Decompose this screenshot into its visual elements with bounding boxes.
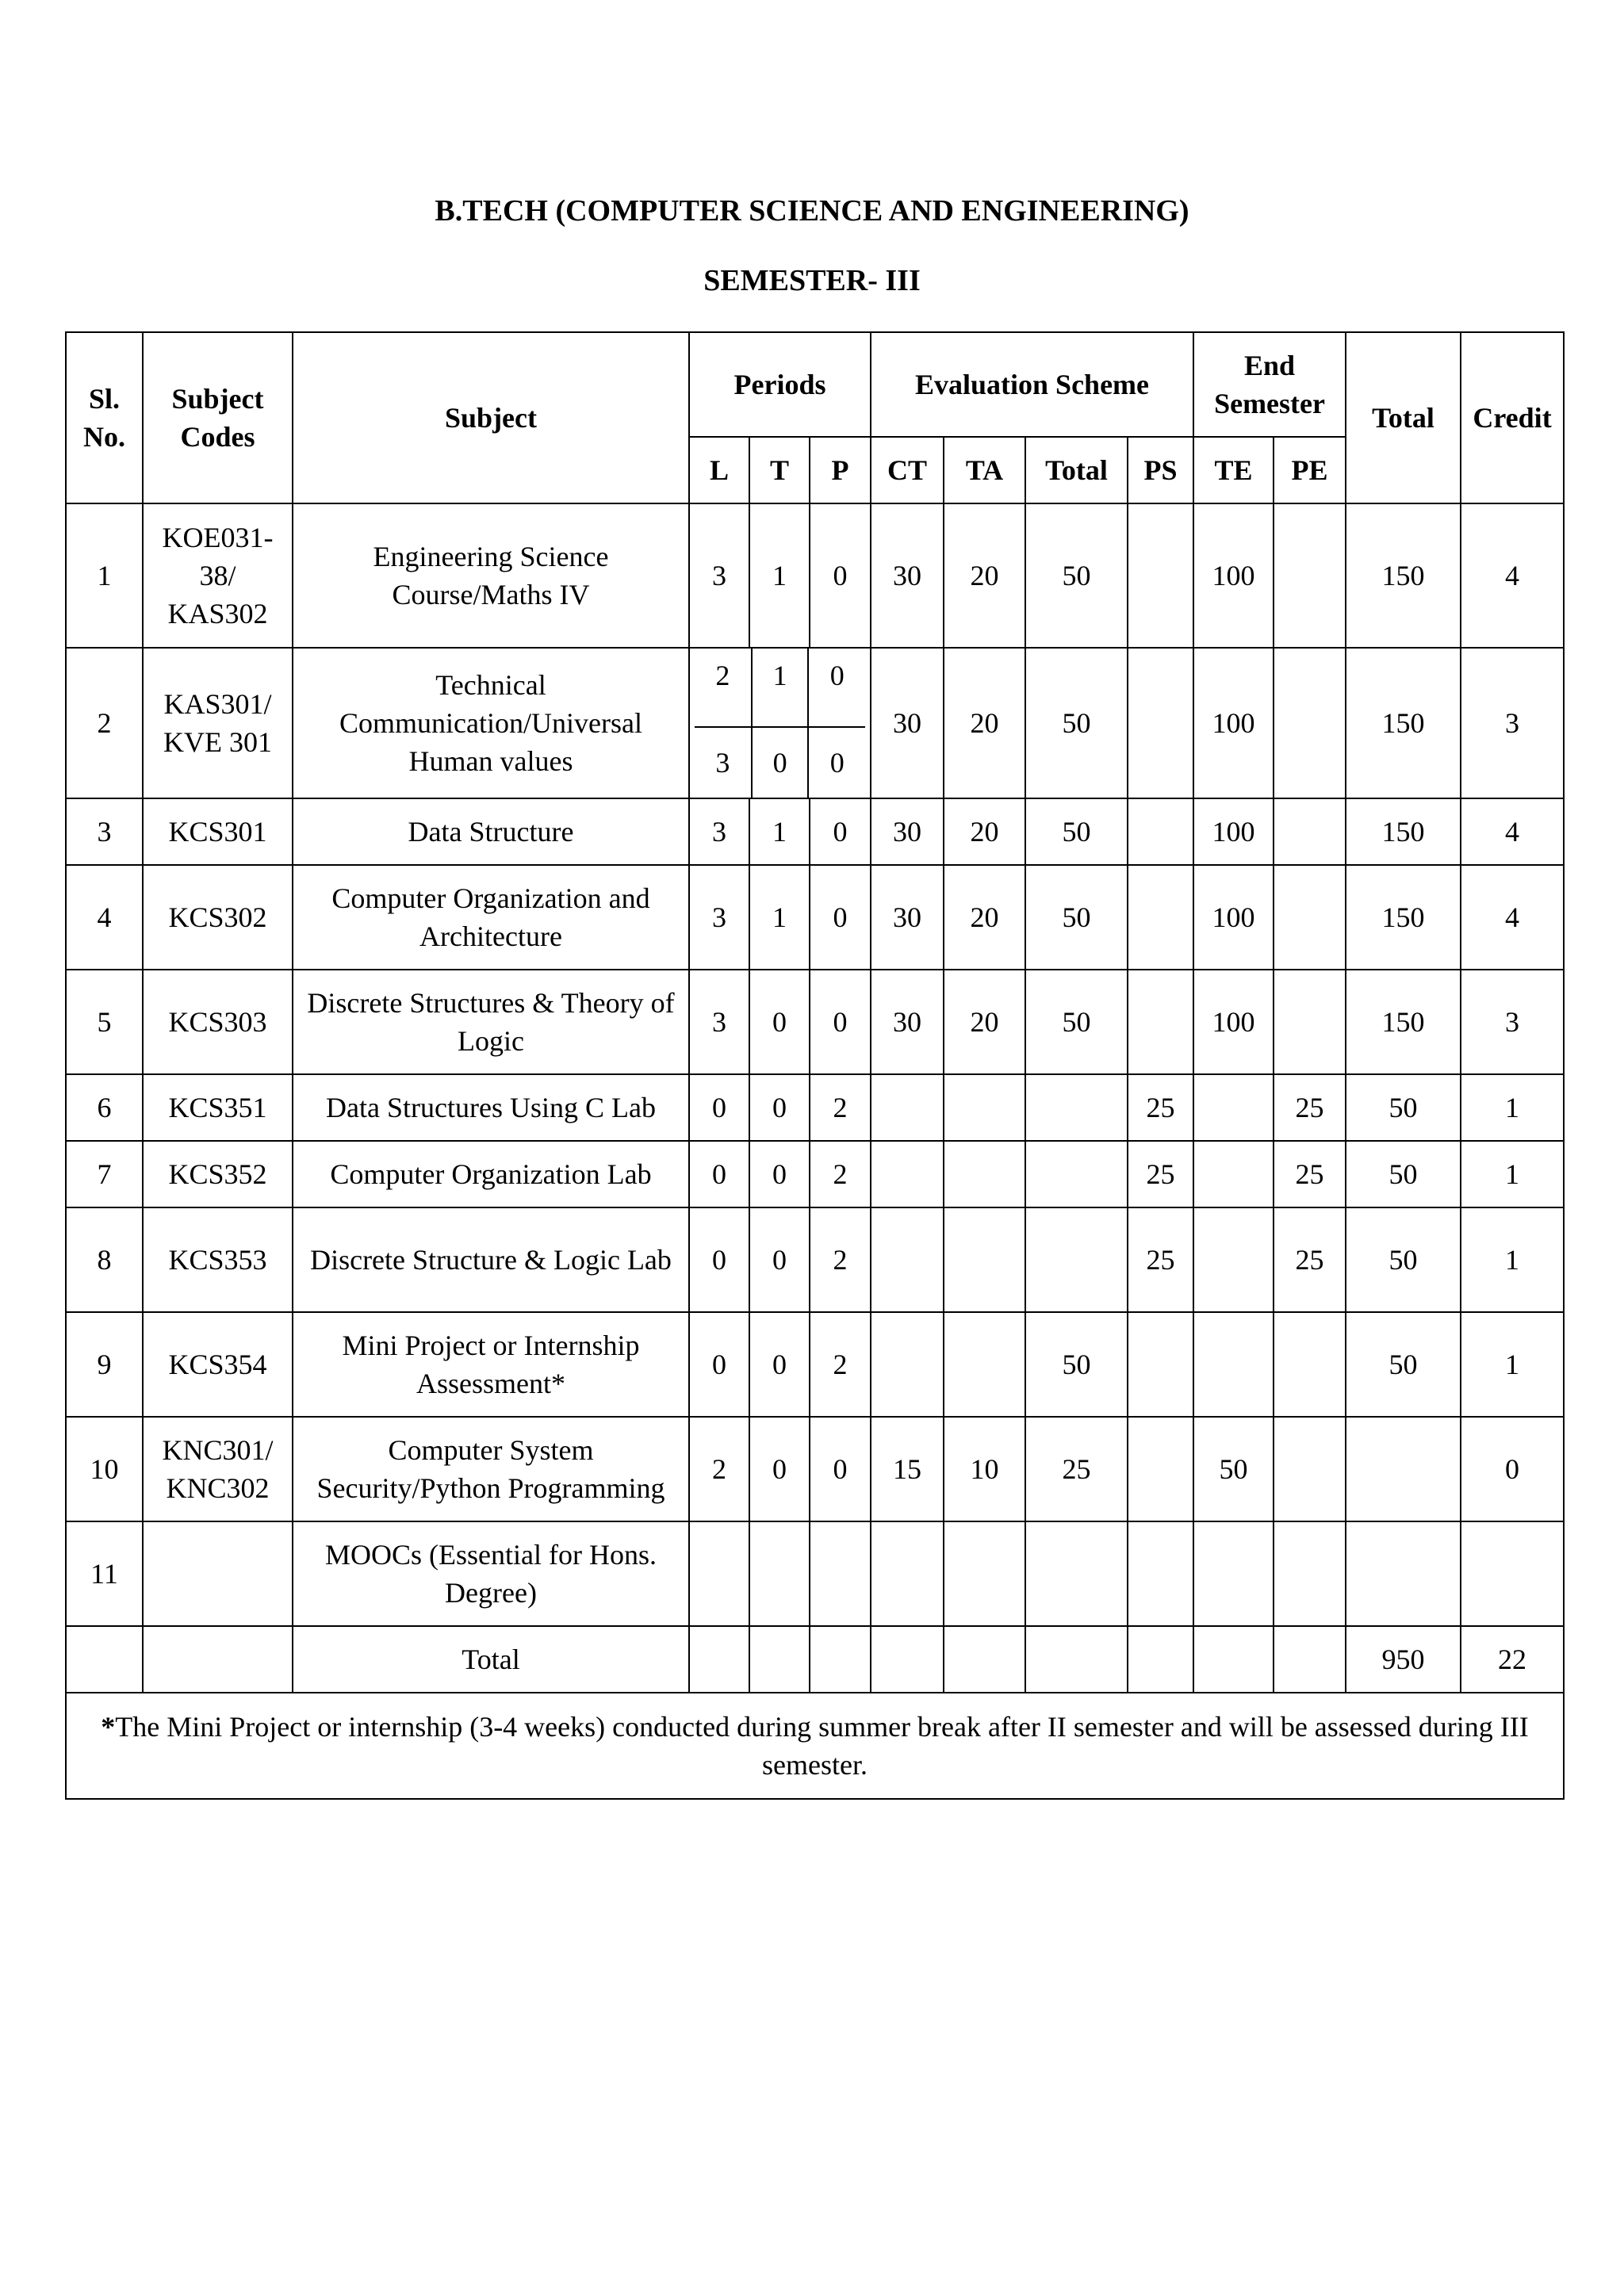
empty-cell bbox=[1128, 1626, 1193, 1693]
cell-p: 2 bbox=[810, 1207, 871, 1312]
cell-ps bbox=[1128, 970, 1193, 1074]
cell-l: 0 bbox=[689, 1074, 749, 1141]
cell-ta bbox=[944, 1312, 1025, 1417]
cell-ta: 20 bbox=[944, 970, 1025, 1074]
empty-cell bbox=[1193, 1626, 1274, 1693]
cell-sl: 7 bbox=[66, 1141, 143, 1207]
cell-sl: 6 bbox=[66, 1074, 143, 1141]
cell-total: 50 bbox=[1346, 1207, 1461, 1312]
cell-pe bbox=[1274, 970, 1346, 1074]
empty-cell bbox=[1025, 1626, 1128, 1693]
header-pe: PE bbox=[1274, 437, 1346, 503]
cell-ps bbox=[1128, 503, 1193, 648]
header-total: Total bbox=[1346, 332, 1461, 503]
cell-ct: 30 bbox=[871, 798, 944, 865]
cell-p: 0 bbox=[810, 503, 871, 648]
cell-sl: 3 bbox=[66, 798, 143, 865]
cell-subject: Discrete Structures & Theory of Logic bbox=[293, 970, 689, 1074]
cell-t: 0 bbox=[749, 1074, 810, 1141]
cell-l: 3 bbox=[689, 503, 749, 648]
cell-ct: 15 bbox=[871, 1417, 944, 1521]
cell-p: 0 bbox=[810, 798, 871, 865]
cell-te bbox=[1193, 1207, 1274, 1312]
cell-pe bbox=[1274, 503, 1346, 648]
cell-sl: 8 bbox=[66, 1207, 143, 1312]
cell-te bbox=[1193, 1074, 1274, 1141]
cell-subject: MOOCs (Essential for Hons. Degree) bbox=[293, 1521, 689, 1626]
cell-total: 50 bbox=[1346, 1074, 1461, 1141]
cell-credit: 3 bbox=[1461, 970, 1564, 1074]
cell-credit: 4 bbox=[1461, 798, 1564, 865]
cell-te bbox=[1193, 1312, 1274, 1417]
cell-eval-total bbox=[1025, 1207, 1128, 1312]
cell-subject: Discrete Structure & Logic Lab bbox=[293, 1207, 689, 1312]
cell-code: KCS352 bbox=[143, 1141, 293, 1207]
header-p: P bbox=[810, 437, 871, 503]
cell-ps bbox=[1128, 648, 1193, 798]
table-row bbox=[66, 1207, 1564, 1312]
cell-ta: 20 bbox=[944, 648, 1025, 798]
cell-ta bbox=[944, 1141, 1025, 1207]
cell-t: 0 bbox=[749, 1417, 810, 1521]
cell-ct bbox=[871, 1207, 944, 1312]
cell-eval-total: 50 bbox=[1025, 648, 1128, 798]
cell-ps: 25 bbox=[1128, 1207, 1193, 1312]
cell-code bbox=[143, 1521, 293, 1626]
grand-total-marks: 950 bbox=[1346, 1626, 1461, 1693]
cell-eval-total bbox=[1025, 1141, 1128, 1207]
evaluation-scheme-table bbox=[65, 331, 1565, 1800]
table-row bbox=[66, 865, 1564, 970]
header-credit: Credit bbox=[1461, 332, 1564, 503]
cell-t: 1 bbox=[749, 503, 810, 648]
cell-t: 0 bbox=[749, 970, 810, 1074]
cell-code: KCS303 bbox=[143, 970, 293, 1074]
cell-l: 3 bbox=[695, 727, 752, 798]
empty-cell bbox=[1274, 1626, 1346, 1693]
cell-p: 2 bbox=[810, 1312, 871, 1417]
cell-t bbox=[749, 1521, 810, 1626]
cell-te: 100 bbox=[1193, 503, 1274, 648]
cell-code: KCS353 bbox=[143, 1207, 293, 1312]
cell-pe bbox=[1274, 1417, 1346, 1521]
cell-p: 0 bbox=[810, 865, 871, 970]
cell-credit: 4 bbox=[1461, 503, 1564, 648]
cell-p: 2 bbox=[810, 1141, 871, 1207]
cell-total: 150 bbox=[1346, 503, 1461, 648]
cell-t: 0 bbox=[749, 1141, 810, 1207]
cell-sl: 1 bbox=[66, 503, 143, 648]
cell-code: KCS351 bbox=[143, 1074, 293, 1141]
table-row bbox=[66, 798, 1564, 865]
cell-t: 1 bbox=[749, 865, 810, 970]
table-row bbox=[66, 970, 1564, 1074]
cell-credit: 1 bbox=[1461, 1074, 1564, 1141]
cell-l: 0 bbox=[689, 1312, 749, 1417]
cell-p bbox=[810, 1521, 871, 1626]
cell-p: 0 bbox=[808, 727, 865, 798]
header-ps: PS bbox=[1128, 437, 1193, 503]
cell-eval-total bbox=[1025, 1074, 1128, 1141]
cell-ps bbox=[1128, 1312, 1193, 1417]
semester-title: SEMESTER- III bbox=[703, 264, 921, 297]
empty-cell bbox=[810, 1626, 871, 1693]
empty-cell bbox=[871, 1626, 944, 1693]
cell-eval-total: 50 bbox=[1025, 970, 1128, 1074]
cell-p: 0 bbox=[810, 970, 871, 1074]
cell-te: 100 bbox=[1193, 648, 1274, 798]
cell-ps bbox=[1128, 798, 1193, 865]
cell-ps bbox=[1128, 1417, 1193, 1521]
header-end-semester: End Semester bbox=[1193, 332, 1346, 437]
cell-pe: 25 bbox=[1274, 1207, 1346, 1312]
cell-l: 2 bbox=[689, 1417, 749, 1521]
cell-sl: 11 bbox=[66, 1521, 143, 1626]
header-sl-no: Sl. No. bbox=[66, 332, 143, 503]
cell-total: 150 bbox=[1346, 798, 1461, 865]
cell-pe bbox=[1274, 798, 1346, 865]
cell-te: 100 bbox=[1193, 970, 1274, 1074]
table-row bbox=[66, 503, 1564, 648]
cell-ct bbox=[871, 1312, 944, 1417]
table-row bbox=[66, 1312, 1564, 1417]
cell-sl: 5 bbox=[66, 970, 143, 1074]
cell-total: 50 bbox=[1346, 1141, 1461, 1207]
cell-total: 150 bbox=[1346, 648, 1461, 798]
cell-pe bbox=[1274, 1521, 1346, 1626]
header-evaluation-scheme: Evaluation Scheme bbox=[871, 332, 1193, 437]
cell-sl: 4 bbox=[66, 865, 143, 970]
cell-ct: 30 bbox=[871, 865, 944, 970]
cell-code: KCS302 bbox=[143, 865, 293, 970]
cell-credit: 1 bbox=[1461, 1141, 1564, 1207]
cell-l: 0 bbox=[689, 1207, 749, 1312]
header-l: L bbox=[689, 437, 749, 503]
footnote-row bbox=[66, 1693, 1564, 1799]
footnote bbox=[66, 1693, 1564, 1799]
cell-ps: 25 bbox=[1128, 1074, 1193, 1141]
cell-eval-total: 50 bbox=[1025, 865, 1128, 970]
cell-ct bbox=[871, 1521, 944, 1626]
cell-te: 100 bbox=[1193, 798, 1274, 865]
header-eval-total: Total bbox=[1025, 437, 1128, 503]
cell-credit: 4 bbox=[1461, 865, 1564, 970]
cell-ct: 30 bbox=[871, 503, 944, 648]
grand-total-label: Total bbox=[293, 1626, 689, 1693]
cell-t: 0 bbox=[752, 727, 809, 798]
periods-split-table bbox=[695, 649, 865, 798]
cell-periods-split bbox=[689, 648, 871, 798]
cell-subject: Mini Project or Internship Assessment* bbox=[293, 1312, 689, 1417]
cell-subject: Engineering Science Course/Maths IV bbox=[293, 503, 689, 648]
cell-total: 50 bbox=[1346, 1312, 1461, 1417]
cell-ta bbox=[944, 1521, 1025, 1626]
cell-ta: 10 bbox=[944, 1417, 1025, 1521]
cell-credit: 1 bbox=[1461, 1207, 1564, 1312]
cell-ct bbox=[871, 1141, 944, 1207]
table-row bbox=[66, 1141, 1564, 1207]
cell-ta bbox=[944, 1207, 1025, 1312]
cell-sl: 10 bbox=[66, 1417, 143, 1521]
cell-ps bbox=[1128, 1521, 1193, 1626]
document-title: B.TECH (COMPUTER SCIENCE AND ENGINEERING) bbox=[435, 194, 1189, 228]
cell-l: 3 bbox=[689, 970, 749, 1074]
cell-ps: 25 bbox=[1128, 1141, 1193, 1207]
cell-ct: 30 bbox=[871, 648, 944, 798]
table-row bbox=[66, 1074, 1564, 1141]
empty-cell bbox=[749, 1626, 810, 1693]
cell-credit: 3 bbox=[1461, 648, 1564, 798]
empty-cell bbox=[66, 1626, 143, 1693]
cell-t: 0 bbox=[749, 1312, 810, 1417]
footnote-text: The Mini Project or internship (3-4 weeks) conducted during summer break after II semester and will be assessed during III semester. bbox=[115, 1711, 1529, 1781]
cell-credit: 1 bbox=[1461, 1312, 1564, 1417]
cell-subject: Computer Organization Lab bbox=[293, 1141, 689, 1207]
header-ta: TA bbox=[944, 437, 1025, 503]
cell-code: KCS301 bbox=[143, 798, 293, 865]
cell-credit: 0 bbox=[1461, 1417, 1564, 1521]
cell-pe bbox=[1274, 648, 1346, 798]
header-t: T bbox=[749, 437, 810, 503]
header-subject-codes: Subject Codes bbox=[143, 332, 293, 503]
cell-ct bbox=[871, 1074, 944, 1141]
cell-l: 3 bbox=[689, 865, 749, 970]
header-ct: CT bbox=[871, 437, 944, 503]
grand-total-credit: 22 bbox=[1461, 1626, 1564, 1693]
cell-te bbox=[1193, 1521, 1274, 1626]
cell-ta: 20 bbox=[944, 503, 1025, 648]
cell-pe bbox=[1274, 865, 1346, 970]
grand-total-row bbox=[66, 1626, 1564, 1693]
cell-eval-total: 25 bbox=[1025, 1417, 1128, 1521]
cell-subject: Technical Communication/Universal Human values bbox=[293, 648, 689, 798]
cell-subject: Data Structures Using C Lab bbox=[293, 1074, 689, 1141]
cell-te: 50 bbox=[1193, 1417, 1274, 1521]
cell-pe: 25 bbox=[1274, 1074, 1346, 1141]
cell-l: 0 bbox=[689, 1141, 749, 1207]
cell-ct: 30 bbox=[871, 970, 944, 1074]
cell-total: 150 bbox=[1346, 970, 1461, 1074]
cell-code: KCS354 bbox=[143, 1312, 293, 1417]
footnote-star: * bbox=[101, 1711, 116, 1743]
cell-te: 100 bbox=[1193, 865, 1274, 970]
cell-sl: 9 bbox=[66, 1312, 143, 1417]
cell-subject: Data Structure bbox=[293, 798, 689, 865]
empty-cell bbox=[143, 1626, 293, 1693]
empty-cell bbox=[689, 1626, 749, 1693]
cell-pe bbox=[1274, 1312, 1346, 1417]
cell-eval-total bbox=[1025, 1521, 1128, 1626]
cell-credit bbox=[1461, 1521, 1564, 1626]
table-row bbox=[66, 648, 1564, 798]
cell-p: 2 bbox=[810, 1074, 871, 1141]
header-subject: Subject bbox=[293, 332, 689, 503]
header-periods: Periods bbox=[689, 332, 871, 437]
cell-subject: Computer Organization and Architecture bbox=[293, 865, 689, 970]
header-te: TE bbox=[1193, 437, 1274, 503]
cell-l: 3 bbox=[689, 798, 749, 865]
cell-p: 0 bbox=[808, 649, 865, 727]
cell-t: 1 bbox=[752, 649, 809, 727]
cell-total bbox=[1346, 1417, 1461, 1521]
cell-t: 1 bbox=[749, 798, 810, 865]
cell-eval-total: 50 bbox=[1025, 503, 1128, 648]
cell-total bbox=[1346, 1521, 1461, 1626]
cell-sl: 2 bbox=[66, 648, 143, 798]
cell-subject: Computer System Security/Python Programming bbox=[293, 1417, 689, 1521]
cell-ta: 20 bbox=[944, 798, 1025, 865]
cell-t: 0 bbox=[749, 1207, 810, 1312]
table-row bbox=[66, 1417, 1564, 1521]
cell-pe: 25 bbox=[1274, 1141, 1346, 1207]
cell-ta: 20 bbox=[944, 865, 1025, 970]
cell-total: 150 bbox=[1346, 865, 1461, 970]
cell-code: KOE031-38/ KAS302 bbox=[143, 503, 293, 648]
cell-code: KNC301/ KNC302 bbox=[143, 1417, 293, 1521]
cell-p: 0 bbox=[810, 1417, 871, 1521]
cell-l bbox=[689, 1521, 749, 1626]
table-row bbox=[66, 1521, 1564, 1626]
cell-te bbox=[1193, 1141, 1274, 1207]
cell-ps bbox=[1128, 865, 1193, 970]
cell-l: 2 bbox=[715, 660, 730, 691]
empty-cell bbox=[944, 1626, 1025, 1693]
cell-code: KAS301/ KVE 301 bbox=[143, 648, 293, 798]
cell-ta bbox=[944, 1074, 1025, 1141]
cell-eval-total: 50 bbox=[1025, 1312, 1128, 1417]
cell-eval-total: 50 bbox=[1025, 798, 1128, 865]
